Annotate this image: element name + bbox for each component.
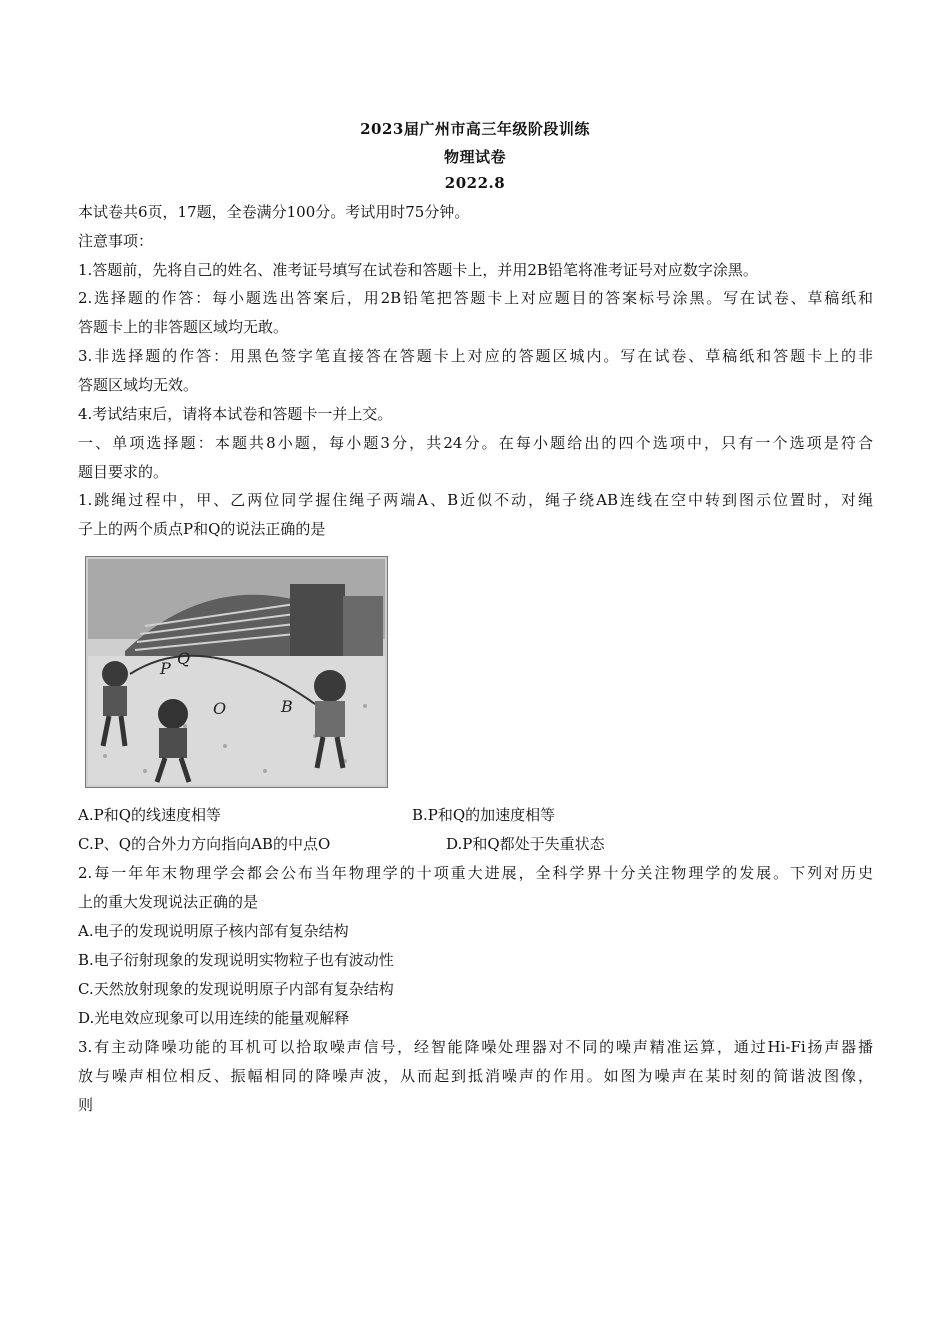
note-3-line-1: 3.非选择题的作答：用黑色签字笔直接答在答题卡上对应的答题区城内。写在试卷、草稿纸和答题卡上的非 xyxy=(78,347,873,365)
question-2-line-2: 上的重大发现说法正确的是 xyxy=(78,893,259,911)
q2-option-d: D.光电效应现象可以用连续的能量观解释 xyxy=(78,1009,350,1027)
jump-rope-illustration xyxy=(85,556,388,788)
intro-text: 本试卷共6页，17题，全卷满分100分。考试用时75分钟。 xyxy=(78,203,470,221)
section-1-line-1: 一、单项选择题：本题共8小题，每小题3分，共24分。在每小题给出的四个选项中，只有一个选项是符合 xyxy=(78,434,873,452)
note-2-line-2: 答题卡上的非答题区域均无敢。 xyxy=(78,318,289,336)
notes-heading: 注意事项： xyxy=(78,232,154,250)
question-3-line-2: 放与噪声相位相反、振幅相同的降噪声波，从而起到抵消噪声的作用。如图为噪声在某时刻的简谐波图像， xyxy=(78,1067,873,1085)
exam-date: 2022.8 xyxy=(444,174,506,192)
note-1: 1.答题前，先将自己的姓名、准考证号填写在试卷和答题卡上，并用2B铅笔将准考证号对应数字涂黑。 xyxy=(78,261,758,279)
q2-option-c: C.天然放射现象的发现说明原子内部有复杂结构 xyxy=(78,980,394,998)
question-2-line-1: 2.每一年年末物理学会都会公布当年物理学的十项重大进展，全科学界十分关注物理学的发展。下列对历史 xyxy=(78,864,873,882)
exam-subject: 物理试卷 xyxy=(443,148,506,166)
label-p: P xyxy=(160,659,171,678)
label-o: O xyxy=(213,699,227,718)
q1-option-b: B.P和Q的加速度相等 xyxy=(412,806,556,824)
question-3-line-1: 3.有主动降噪功能的耳机可以拾取噪声信号，经智能降噪处理器对不同的噪声精准运算，通过Hi-Fi扬声器播 xyxy=(78,1038,873,1056)
note-4: 4.考试结束后，请将本试卷和答题卡一并上交。 xyxy=(78,405,393,423)
q1-option-a: A.P和Q的线速度相等 xyxy=(78,806,221,824)
jump-rope-figure xyxy=(85,556,388,788)
question-1-line-2: 子上的两个质点P和Q的说法正确的是 xyxy=(78,520,326,538)
label-q: Q xyxy=(177,649,191,668)
question-1-line-1: 1.跳绳过程中，甲、乙两位同学握住绳子两端A、B近似不动，绳子绕AB连线在空中转到图示位置时，对绳 xyxy=(78,491,873,509)
note-3-line-2: 答题区域均无效。 xyxy=(78,376,199,394)
exam-title: 2023届广州市高三年级阶段训练 xyxy=(360,120,590,138)
q2-option-b: B.电子衍射现象的发现说明实物粒子也有波动性 xyxy=(78,951,394,969)
label-b: B xyxy=(281,697,293,716)
q1-option-c: C.P、Q的合外力方向指向AB的中点O xyxy=(78,835,331,853)
q1-option-d: D.P和Q都处于失重状态 xyxy=(446,835,605,853)
section-1-line-2: 题目要求的。 xyxy=(78,463,169,481)
question-3-line-3: 则 xyxy=(78,1096,94,1114)
note-2-line-1: 2.选择题的作答：每小题选出答案后，用2B铅笔把答题卡上对应题目的答案标号涂黑。写在试卷、草稿纸和 xyxy=(78,289,873,307)
q2-option-a: A.电子的发现说明原子核内部有复杂结构 xyxy=(78,922,349,940)
